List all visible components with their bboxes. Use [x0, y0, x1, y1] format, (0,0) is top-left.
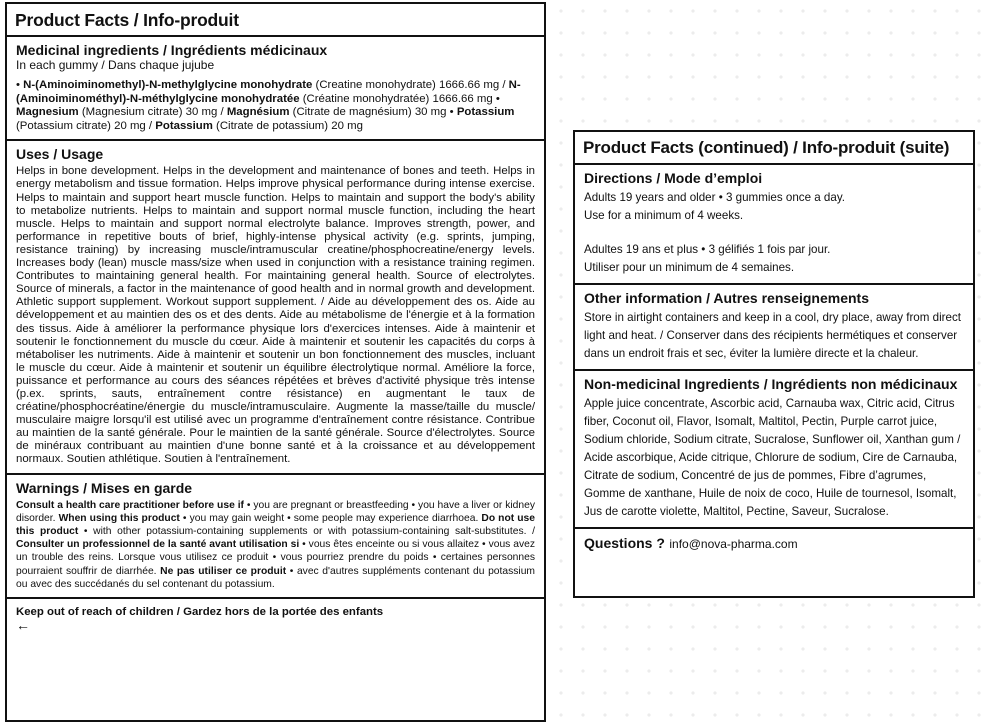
warning-emphasis: Consulter un professionnel de la santé avant utilisation si	[16, 539, 300, 551]
directions-section	[575, 165, 973, 285]
warning-text: • avec d'autres suppléments contenant du potassium ou avec des succédanés du sel contenant du potassium.	[16, 565, 536, 590]
ingredient-detail: (Potassium citrate) 20 mg /	[16, 119, 156, 132]
uses-text: Helps in bone development. Helps in the development and maintenance of bones and teeth. Helps in energy metabolism and tissue formation. Helps improve physical performance during intense exercise. Helps to maintain and support heart muscle function. Helps to maintain and support the body's ability to metabolize nutrients. Helps to maintain and support normal muscle function, including the heart muscle. Helps to maintain and support normal electrolyte balance. Improves strength, power, and performance in repetitive bouts of brief, highly-intense physical activity (e.g. sprints, jumping, resistance training) by increasing muscle/intramuscular creatine/phosphocreatine/energy levels. Increases body (lean) muscle mass/size when used in conjunction with a resistance training regimen. Contributes to maintaining general health. For maintaining general health. Source of electrolytes. Source of minerals, a factor in the maintenance of good health and in normal growth and development. Athletic support supplement. Workout support supplement. / Aide au développement des os. Aide au développement et au maintien des os et des dents. Aide au métabolisme de l'énergie et à la formation des tissus. Aide à améliorer la performance physique lors d'exercices intenses. Aide à maintenir et soutenir le fonctionnement du muscle du cœur. Aide à maintenir et soutenir les capacités du corps à métaboliser les nutriments. Aide à maintenir et soutenir un bon fonctionnement des muscles, incluant le muscle du cœur. Aide à maintenir et soutenir un équilibre électrolytique normal. Améliore la force, puissance et performance au cours des séances répétées et brèves d'activité physique très intense (p.ex. sprints, sauts, entraînement contre résistance) en augmentant le taux de créatine/phosphocréatine/énergie du muscle/intramusculaire. Augmente la masse/taille du muscle/ musculaire maigre lorsqu'il est utilisé avec un programme d'entraînement contre résistance. Contribue au maintien de la santé générale. Pour le maintien de la santé générale. Source d'électrolytes. Source de minéraux contribuant au maintien d'une bonne santé et à la croissance et au développement normaux. Soutien athlétique. Soutien à l'entraînement.	[16, 165, 535, 466]
ingredient-detail: (Magnesium citrate) 30 mg /	[78, 106, 227, 119]
warnings-section	[7, 475, 544, 599]
bullet: •	[16, 79, 24, 91]
warning-text: • you may gain weight • some people may experience diarrhoea.	[179, 512, 482, 524]
product-facts-title: Product Facts / Info-produit	[7, 4, 544, 37]
product-facts-panel	[5, 2, 546, 722]
ingredient-detail: (Citrate de potassium) 20 mg	[212, 119, 363, 132]
questions-section	[575, 529, 973, 559]
other-information-section	[575, 285, 973, 371]
non-medicinal-section	[575, 371, 973, 529]
keep-out-text: Keep out of reach of children / Gardez hors de la portée des enfants	[16, 605, 384, 618]
per-gummy-note: In each gummy / Dans chaque jujube	[16, 58, 215, 72]
warning-emphasis: When using this product	[58, 512, 180, 524]
ingredient-name: Magnésium	[226, 106, 290, 119]
other-information-heading: Other information / Autres renseignements	[584, 290, 869, 306]
medicinal-ingredients-section	[7, 37, 544, 141]
ingredient-detail: (Créatine monohydratée) 1666.66 mg •	[299, 92, 500, 105]
ingredient-name: Magnesium	[16, 106, 79, 119]
non-medicinal-heading: Non-medicinal Ingredients / Ingrédients non médicinaux	[584, 376, 958, 392]
ingredient-detail: (Citrate de magnésium) 30 mg •	[289, 106, 457, 119]
warning-emphasis: Do not use this product	[16, 512, 535, 537]
directions-en-1: Adults 19 years and older • 3 gummies once a day.	[584, 191, 845, 204]
uses-section	[7, 141, 544, 474]
warning-text: • you are pregnant or breastfeeding • you have a liver or kidney disorder.	[16, 499, 535, 524]
other-information-text: Store in airtight containers and keep in a cool, dry place, away from direct light and heat. / Conserver dans des récipients hermétiques et conserver dans un endroit frais et sec, éviter la lumière directe et la chaleur.	[584, 311, 961, 360]
warning-text: • vous êtes enceinte ou si vous allaitez • vous avez un trouble des reins. Lorsque vous utilisez ce produit • vous pourriez prendre du poids • certaines personnes pourraient souffrir de diarrhée.	[16, 539, 536, 577]
ingredient-name: N-(Aminoiminomethyl)-N-methylglycine monohydrate	[23, 79, 313, 91]
warning-text: • with other potassium-containing supplements or with potassium-containing salt-substitutes. /	[78, 525, 535, 537]
warning-emphasis: Consult a health care practitioner before use if	[16, 499, 244, 511]
ingredient-name: Potassium	[456, 106, 515, 119]
directions-fr-2: Utiliser pour un minimum de 4 semaines.	[584, 261, 795, 274]
warnings-text	[16, 499, 535, 591]
ingredient-name: N-(Aminoiminométhyl)-N-méthylglycine monohydratée	[16, 79, 521, 105]
medicinal-ingredients-heading: Medicinal ingredients / Ingrédients médicinaux	[16, 42, 328, 58]
product-facts-continued-title: Product Facts (continued) / Info-produit (suite)	[575, 132, 973, 165]
directions-heading: Directions / Mode d’emploi	[584, 170, 763, 186]
arrow-left-icon: ←	[16, 616, 30, 633]
contact-email[interactable]: info@nova-pharma.com	[669, 537, 798, 551]
product-facts-continued-panel	[573, 130, 975, 598]
medicinal-ingredients-list	[16, 79, 535, 133]
questions-label: Questions ?	[584, 535, 665, 551]
ingredient-name: Potassium	[155, 119, 213, 132]
warnings-heading: Warnings / Mises en garde	[16, 479, 193, 496]
directions-en-2: Use for a minimum of 4 weeks.	[584, 209, 744, 222]
non-medicinal-text: Apple juice concentrate, Ascorbic acid, Carnauba wax, Citric acid, Citrus fiber, Coconut oil, Flavor, Isomalt, Maltitol, Pectin, Purple carrot juice, Sodium chloride, Sodium citrate, Sucralose, Sunflower oil, Xanthan gum / Acide ascorbique, Acide citrique, Chlorure de sodium, Cire de Carnauba, Citrate de sodium, Concentré de jus de pommes, Fibre d’agrumes, Gomme de xanthane, Huile de noix de coco, Huile de tournesol, Isomalt, Jus de carotte violette, Maltitol, Pectine, Saveur, Sucralose.	[584, 397, 961, 518]
ingredient-detail: (Creatine monohydrate) 1666.66 mg /	[312, 79, 509, 91]
keep-out-section	[7, 599, 544, 638]
directions-fr-1: Adultes 19 ans et plus • 3 gélifiés 1 fois par jour.	[584, 243, 831, 256]
uses-heading: Uses / Usage	[16, 146, 104, 163]
warning-emphasis: Ne pas utiliser ce produit	[160, 565, 287, 577]
